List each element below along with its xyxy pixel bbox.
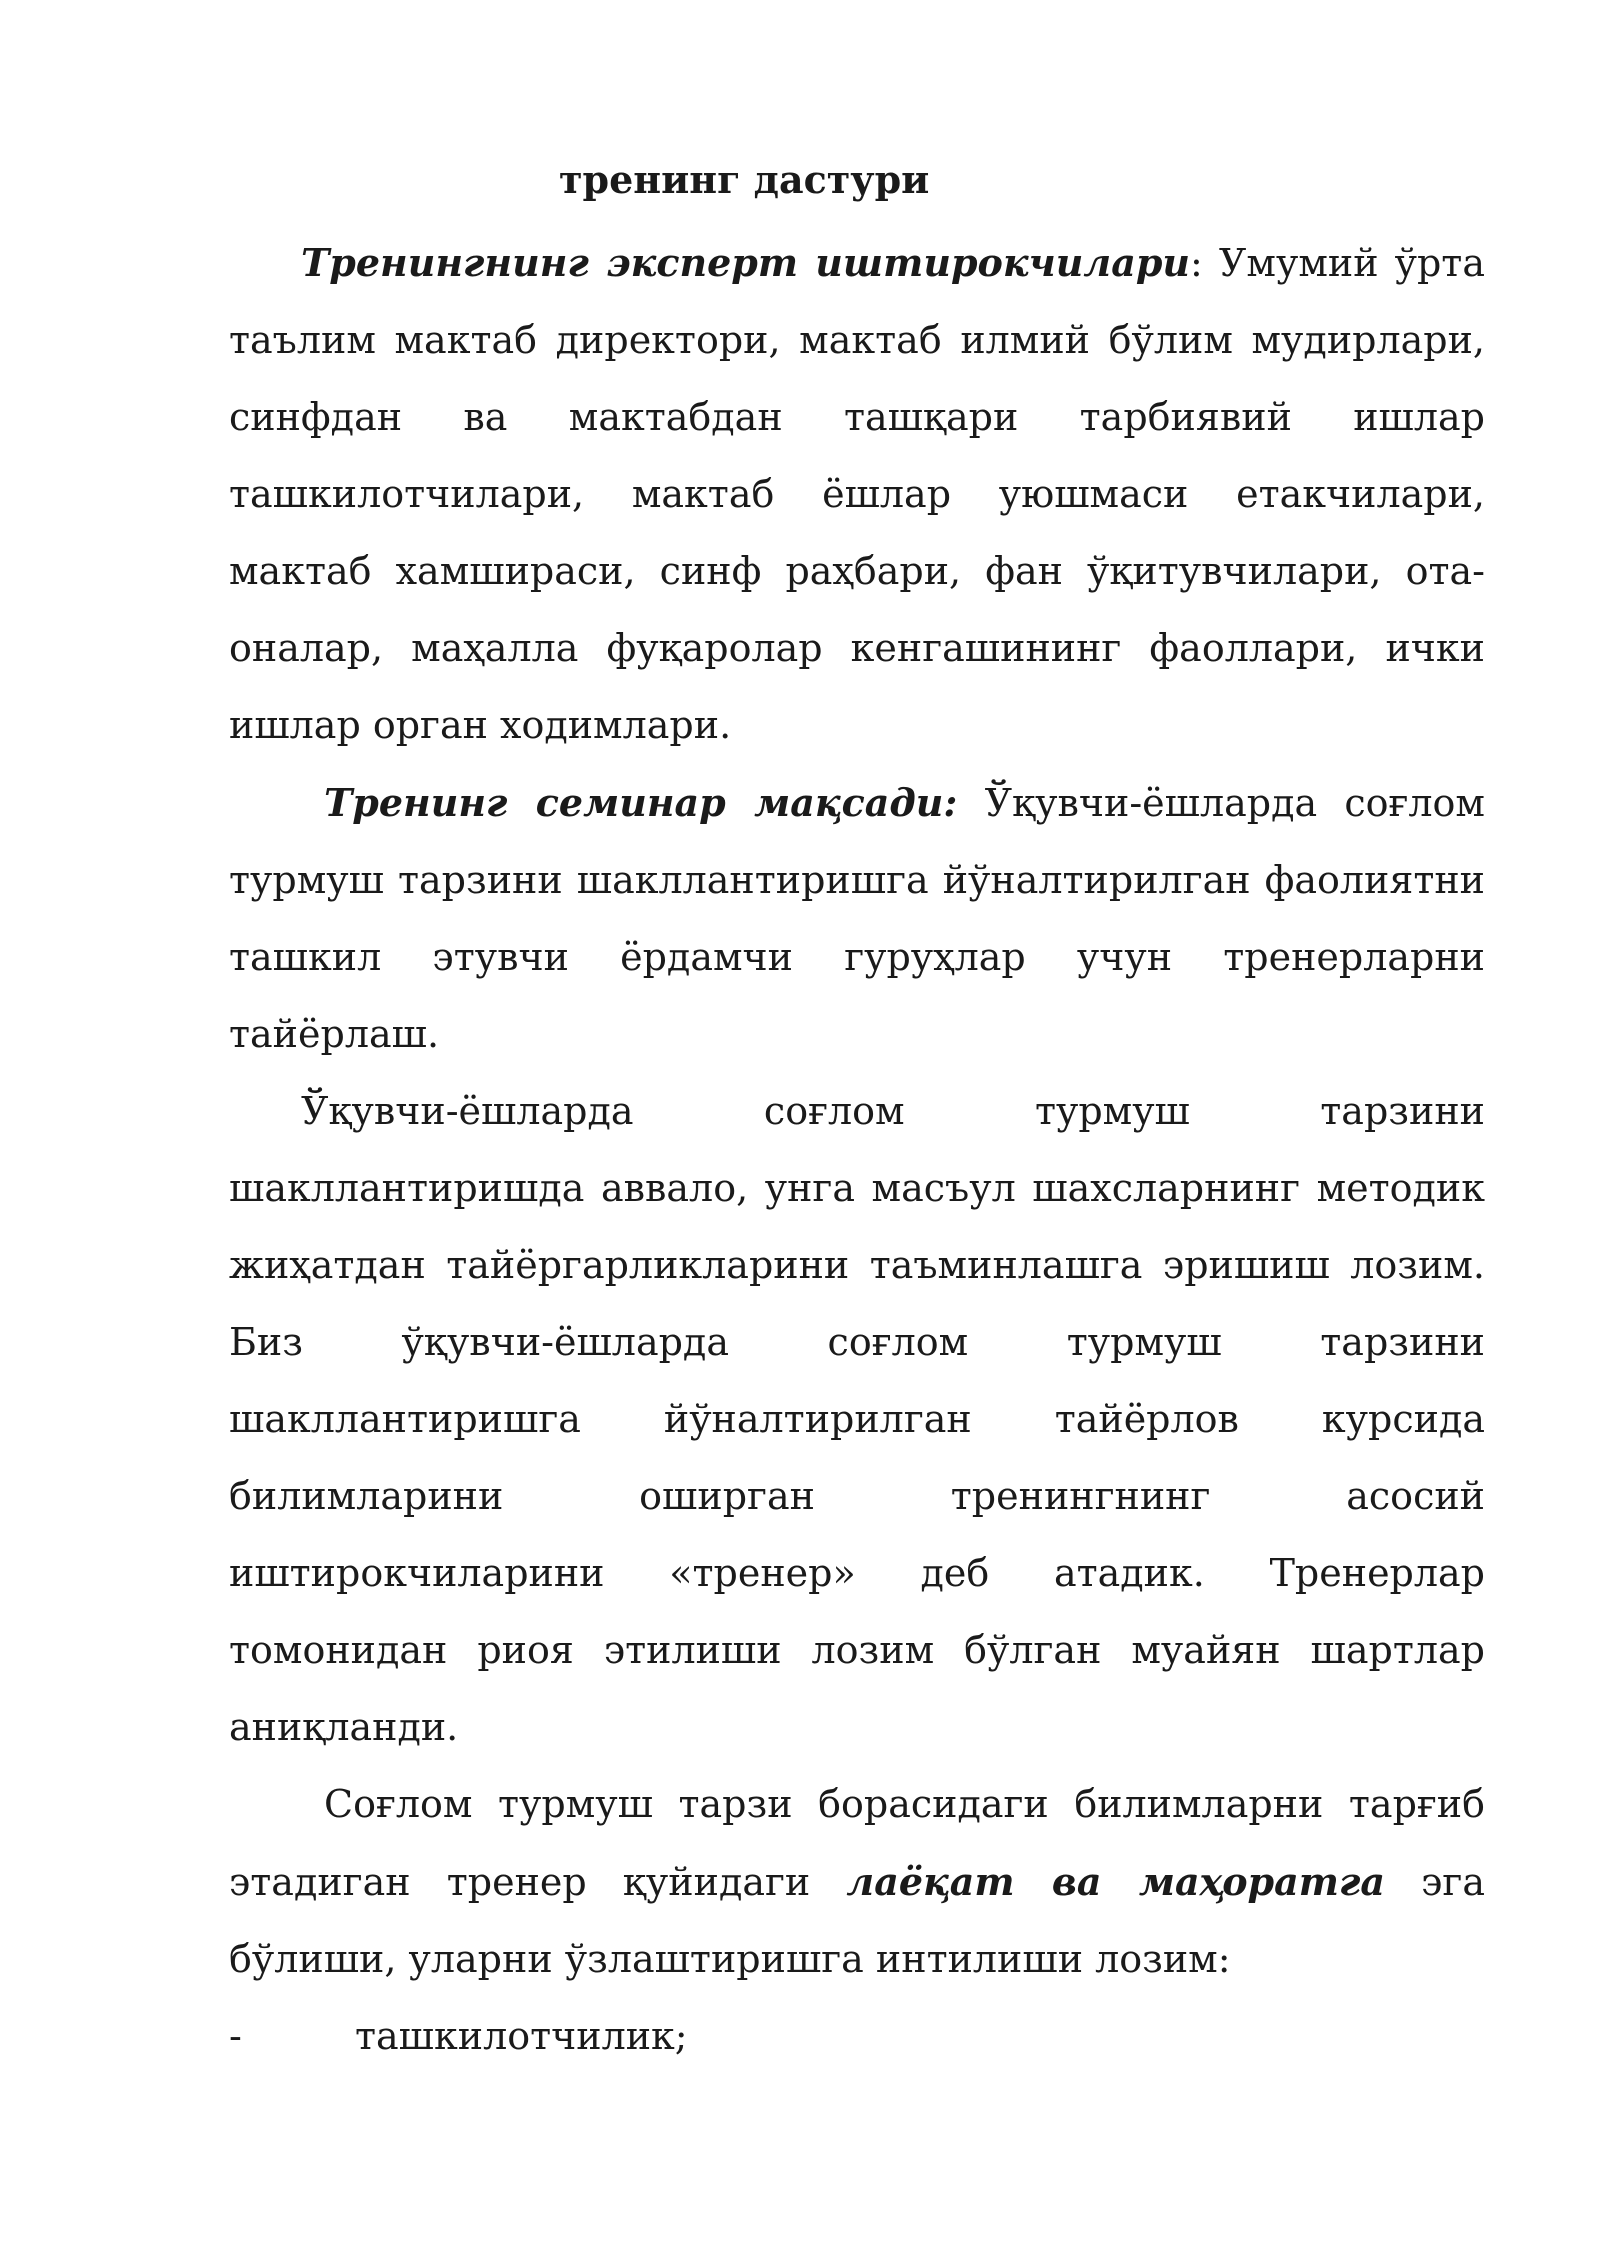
participants-text: : Умумий ўрта таълим мактаб директори, мактаб илмий бўлим мудирлари, синфдан ва мактабдан ташқари тарбиявий ишлар ташкилотчилари, мактаб ёшлар уюшмаси етакчилари, мактаб хамшираси, синф раҳбари, фан ўқитувчилари, ота-оналар, маҳалла фуқаролар кенгашининг фаоллари, ички ишлар орган ходимлари. xyxy=(229,241,1485,747)
goal-heading: Тренинг семинар мақсади: xyxy=(324,780,958,825)
paragraph-goal xyxy=(229,764,1485,1073)
goal-text: Ўқувчи-ёшларда соғлом турмуш тарзини шакллантиришга йўналтирилган фаолиятни ташкил этувчи ёрдамчи гуруҳлар учун тренерларни тайёрлаш. xyxy=(229,781,1485,1056)
skills-emphasis: лаёқат ва маҳоратга xyxy=(846,1859,1385,1904)
paragraph-participants xyxy=(229,224,1485,764)
skills-text-before: Соғлом турмуш тарзи борасидаги билимларни тарғиб этадиган тренер қуйидаги xyxy=(229,1782,1485,1904)
trainers-text: Ўқувчи-ёшларда соғлом турмуш тарзини шакллантиришда аввало, унга масъул шахсларнинг методик жиҳатдан тайёргарликларини таъминлашга эришиш лозим. Биз ўқувчи-ёшларда соғлом турмуш тарзини шакллантиришга йўналтирилган тайёрлов курсида билимларини оширган тренингнинг асосий иштирокчиларини «тренер» деб атадик. Тренерлар томонидан риоя этилиши лозим бўлган муайян шартлар аниқланди. xyxy=(229,1089,1485,1749)
list-bullet: - xyxy=(229,2014,242,2058)
skills-text-after: эга бўлиши, уларни ўзлаштиришга интилиши лозим: xyxy=(229,1860,1485,1981)
list-item-text: ташкилотчилик; xyxy=(355,2014,688,2058)
paragraph-trainers xyxy=(229,1073,1485,1766)
participants-heading: Тренингнинг эксперт иштирокчилари xyxy=(301,240,1191,285)
document-title: тренинг дастури xyxy=(559,157,930,202)
document-page xyxy=(229,150,1485,2075)
paragraph-skills xyxy=(229,1766,1485,1998)
list-item xyxy=(229,1998,1485,2075)
